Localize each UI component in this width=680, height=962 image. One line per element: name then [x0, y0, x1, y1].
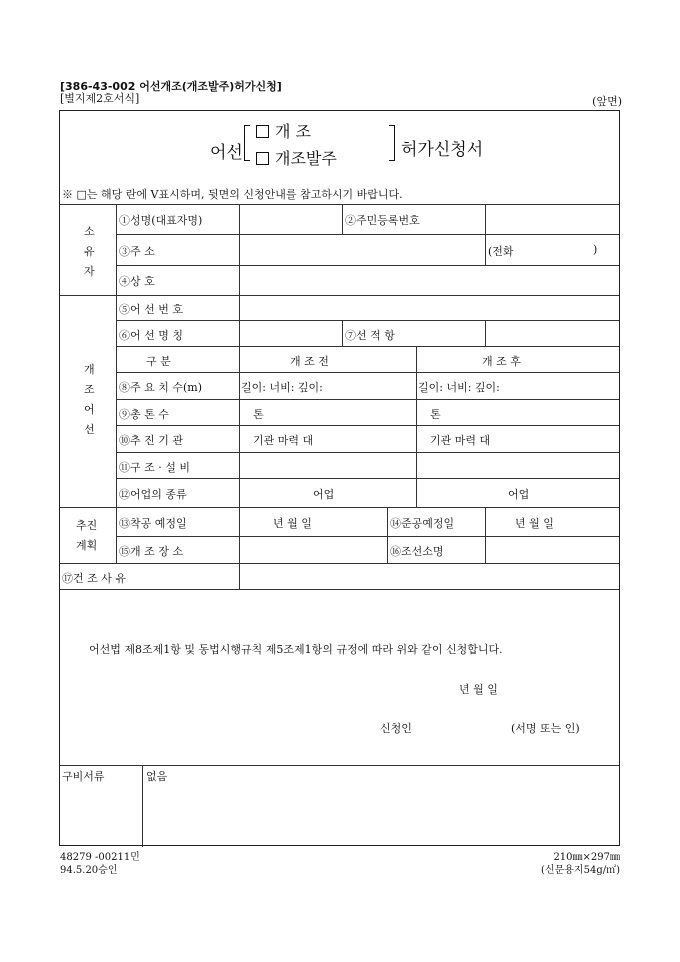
fishery-after: 어업: [508, 488, 530, 501]
owner-section-1: 소: [84, 225, 95, 238]
footer-paper: (신문용지54g/㎡): [541, 865, 620, 876]
place-label: ⑮개 조 장 소: [119, 545, 183, 558]
start-date-value: 년 월 일: [273, 517, 312, 530]
notice: ※ □는 해당 란에 V표시하며, 뒷면의 신청안내를 참고하시기 바랍니다.: [62, 188, 403, 201]
documents-label: 구비서류: [62, 770, 105, 783]
checkbox-order[interactable]: [256, 152, 269, 165]
dimensions-after: 길이: 너비: 깊이:: [418, 381, 500, 394]
name-label: ①성명(대표자명): [119, 214, 203, 227]
title-right: 허가신청서: [401, 140, 484, 160]
finish-date-label: ⑭준공예정일: [390, 517, 455, 530]
checkbox-modify[interactable]: [256, 125, 269, 138]
footer-size: 210㎜×297㎜: [553, 852, 620, 863]
propulsion-label: ⑩추 진 기 관: [119, 434, 183, 447]
fishery-label: ⑫어업의 종류: [119, 488, 187, 501]
reason-label: ⑰건 조 사 유: [62, 572, 126, 585]
signature-label: (서명 또는 인): [511, 722, 580, 735]
dimensions-label: ⑧주 요 치 수(m): [119, 381, 203, 394]
category-label: 구 분: [146, 355, 171, 368]
fishery-before: 어업: [313, 488, 335, 501]
title-left: 어선: [210, 143, 243, 163]
vessel-section-3: 어: [84, 403, 95, 416]
title-option-order[interactable]: [256, 146, 337, 169]
vessel-section-1: 개: [84, 363, 95, 376]
trade-name-label: ④상 호: [119, 275, 155, 288]
home-port-label: ⑦선 적 항: [345, 329, 395, 342]
plan-section-1: 추진: [76, 519, 98, 532]
title-option-order-label: 개조발주: [275, 149, 337, 168]
owner-section-3: 자: [84, 265, 95, 278]
resident-no-label: ②주민등록번호: [345, 214, 420, 227]
plan-section-2: 계획: [76, 539, 98, 552]
attachment-label: [별지제2호서식]: [60, 92, 140, 105]
structure-label: ⑪구 조 · 설 비: [119, 461, 190, 474]
dimensions-before: 길이: 너비: 깊이:: [241, 381, 323, 394]
documents-value: 없음: [146, 770, 168, 783]
footer-approved: 94.5.20승인: [60, 865, 118, 876]
form-code: [386-43-002 어선개조(개조발주)허가신청]: [60, 80, 282, 93]
tonnage-after: 톤: [430, 408, 441, 421]
phone-close: ): [593, 243, 598, 256]
vessel-section-4: 선: [84, 423, 95, 436]
front-side-label: (앞면): [592, 95, 622, 108]
phone-label: (전화: [488, 245, 514, 258]
title-bracket-right: [389, 125, 395, 161]
application-form: [59, 110, 620, 846]
propulsion-after: 기관 마력 대: [430, 434, 491, 447]
owner-section-2: 유: [84, 245, 95, 258]
footer-code: 48279 -00211민: [60, 852, 140, 863]
propulsion-before: 기관 마력 대: [253, 434, 314, 447]
vessel-name-label: ⑥어 선 명 칭: [119, 329, 183, 342]
start-date-label: ⑬착공 예정일: [119, 517, 187, 530]
tonnage-label: ⑨총 톤 수: [119, 408, 169, 421]
title-option-modify[interactable]: [256, 119, 311, 142]
tonnage-before: 톤: [253, 408, 264, 421]
vessel-section-2: 조: [84, 383, 95, 396]
finish-date-value: 년 월 일: [515, 517, 554, 530]
after-label: 개 조 후: [482, 355, 521, 368]
applicant-label: 신청인: [380, 722, 412, 735]
title-bracket-left: [244, 125, 250, 161]
title-option-modify-label: 개 조: [275, 122, 311, 141]
address-label: ③주 소: [119, 245, 155, 258]
vessel-number-label: ⑤어 선 번 호: [119, 303, 183, 316]
declaration-text: 어선법 제8조제1항 및 동법시행규칙 제5조제1항의 규정에 따라 위와 같이 신청합니다.: [89, 643, 503, 656]
declaration-date: 년 월 일: [459, 683, 498, 696]
before-label: 개 조 전: [290, 355, 329, 368]
shipyard-label: ⑯조선소명: [390, 545, 444, 558]
